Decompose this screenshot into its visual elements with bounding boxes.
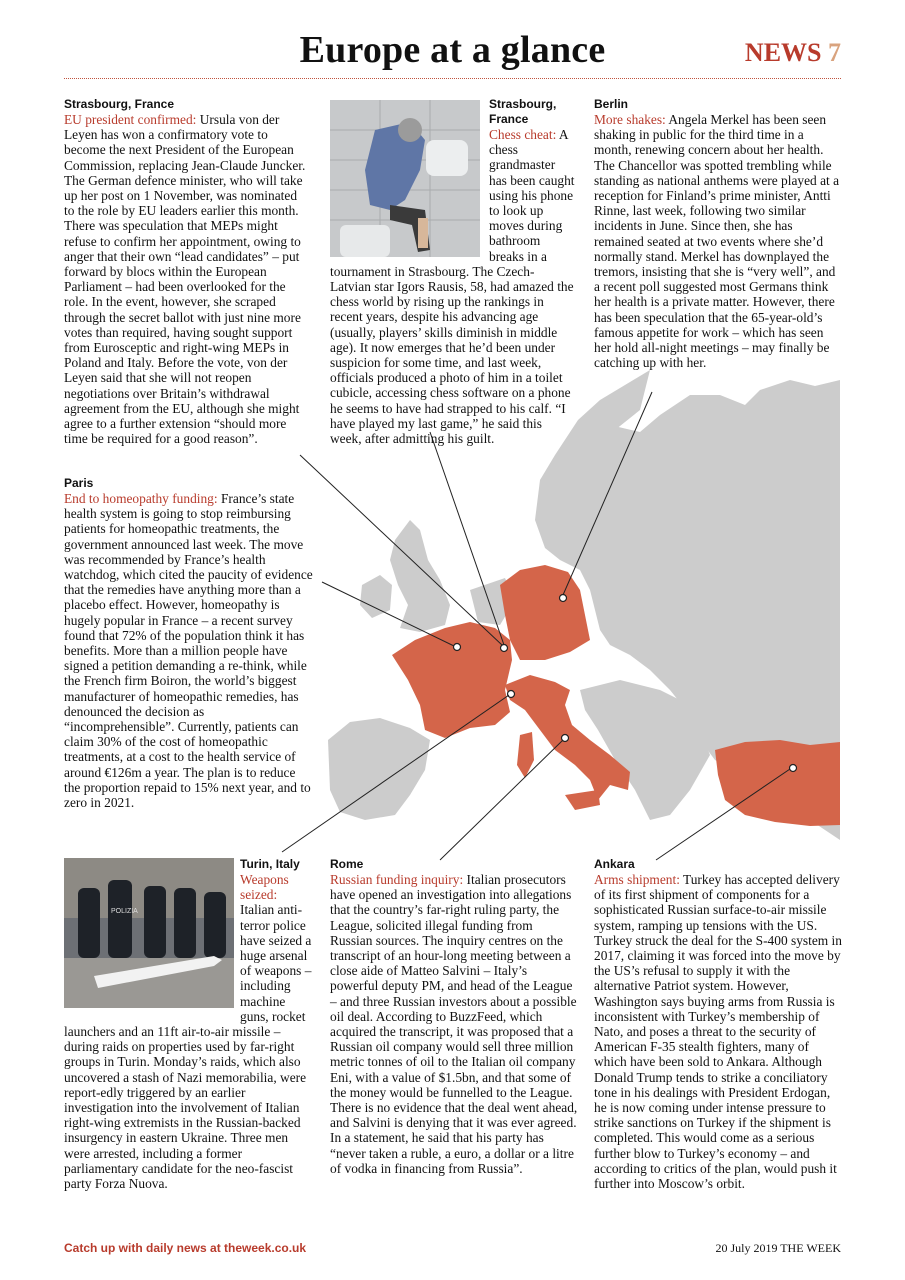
article-location: Berlin <box>594 97 629 111</box>
map-germany <box>500 565 590 660</box>
article-body: Italian anti-terror police have seized a huge arsenal of weapons – including machine guns, rocket launchers and an 11ft air-to-air missile – during raids on properties used by far-right groups in Turin. Monday’s raids, which also uncovered a stash of Nazi memorabilia, were report-edly triggered by an earlier investigation into the involvement of Italian right-wing extremists in the Russian-backed insurgency in eastern Ukraine. Three men were arrested, including a former parliamentary candidate for the neo-fascist party Forza Nuova. <box>64 902 312 1192</box>
article-headline: Weapons seized: <box>240 872 289 903</box>
photo-float <box>64 857 240 1009</box>
article-text <box>594 112 842 370</box>
map-sicily <box>565 790 600 810</box>
footer-link[interactable]: Catch up with daily news at theweek.co.uk <box>64 1241 307 1255</box>
article-headline: Arms shipment: <box>594 872 680 887</box>
article-headline: More shakes: <box>594 112 666 127</box>
article-body: France’s state health system is going to stop reimbursing patients for homeopathic treatments, the government announced last week. The move was recommended by France’s health watchdog, which cited the paucity of evidence that the remedies have anything more than a placebo effect. However, homeopathy is hugely popular in France – a recent survey found that 72% of the population think it has benefits. More than a million people have signed a petition demanding a re-think, while the French firm Boiron, the world’s biggest manufacturer of homeopathic remedies, has denounced the decision as “incomprehensible”. Currently, patients can claim 30% of the cost of homeopathic treatments, at a cost to the health service of around €126m a year. The plan is to reduce the proportion repaid to 15% next year, and to zero in 2021. <box>64 491 313 811</box>
marker-berlin <box>560 595 567 602</box>
article-headline: End to homeopathy funding: <box>64 491 218 506</box>
article-turin <box>64 857 312 1191</box>
article-body: Ursula von der Leyen has won a confirmatory vote to become the next President of the European Commission, replacing Jean-Claude Juncker. The German defence minister, who will take up her post on 1 November, was nominated to the role by EU leaders earlier this month. There was speculation that MEPs might refuse to confirm her appointment, owing to anger that their own “lead candidates” – put forward by blocs within the European Parliament – had been overlooked for the role. In the event, however, she scraped through the secret ballot with just nine more votes than required, having sought support from Eurosceptic and right-wing MEPs in Poland and Italy. Before the vote, von der Leyen said that she will not reopen negotiations over Britain’s withdrawal agreement from the EU, although she might agree to a further extension “should more time be required for a good reason”. <box>64 112 306 447</box>
header-rule <box>64 78 841 79</box>
map-land-iberia <box>328 718 430 820</box>
article-text <box>64 112 310 446</box>
article-rome <box>330 857 578 1176</box>
article-berlin <box>594 97 842 370</box>
leader-eu <box>300 455 502 645</box>
article-text <box>594 872 842 1191</box>
map-land-uk <box>390 520 450 632</box>
article-location: Strasbourg, France <box>489 97 557 126</box>
article-text <box>330 872 578 1176</box>
map-france <box>392 622 512 738</box>
marker-turin <box>508 691 515 698</box>
page-title: Europe at a glance <box>299 29 606 71</box>
page-number: 7 <box>828 38 841 67</box>
article-location: Strasbourg, France <box>64 97 175 111</box>
marker-strasbourg <box>501 645 508 652</box>
article-chess-cheat <box>330 97 575 446</box>
article-body: Italian prosecutors have opened an investigation into allegations that the country’s far-right ruling party, the League, solicited illegal funding from Russian sources. The inquiry centres on the transcript of an hour-long meeting between a close aide of Matteo Salvini – Italy’s powerful deputy PM, and head of the League – and three Russian investors about a possible oil deal. According to BuzzFeed, which acquired the transcript, it was proposed that a Russian oil company would sell three million metric tonnes of oil to the Italian oil company Eni, with a value of $1.5bn, and that some of the money would be funnelled to the League. There is no evidence that the deal went ahead, and Salvini is denying that it was ever agreed. In a statement, he said that his party has “never taken a ruble, a euro, a dollar or a litre of vodka in financing from Russia”. <box>330 872 578 1176</box>
article-headline: Chess cheat: <box>489 127 557 142</box>
article-ankara <box>594 857 842 1191</box>
article-location: Rome <box>330 857 364 871</box>
photo-float <box>330 97 489 263</box>
marker-paris <box>454 644 461 651</box>
article-body: Angela Merkel has been seen shaking in public for the third time in a month, renewing concern about her health. The Chancellor was spotted trembling while standing as national anthems were played at a reception for Finland’s prime minister, Antti Rinne, last week, following two similar incidents in June. Since then, she has remained seated at two events where she’d normally stand. Merkel has downplayed the tremors, insisting that she is “very well”, and a recent poll suggested most Germans think her health is a private matter. However, there has been speculation that the 65-year-old’s famous appetite for work – which has seen her hold all-night meetings – may finally be catching up with her. <box>594 112 840 371</box>
leader-turin <box>282 695 509 852</box>
article-body: A chess grandmaster has been caught using his phone to look up moves during bathroom breaks in a tournament in Strasbourg. The Czech-Latvian star Igors Rausis, 58, had amazed the chess world by rising up the rankings in recent years, despite his advancing age (usually, players’ skills diminish in middle age). It now emerges that he’d been under suspicion for some time, and last week, officials produced a photo of him in a toilet cubicle, accessing chess software on a phone he seems to have had strapped to his calf. “I have played my last game,” he said this week, after admitting his guilt. <box>330 127 575 447</box>
map-land-ireland <box>360 575 392 618</box>
article-location: Ankara <box>594 857 635 871</box>
article-paris <box>64 476 314 810</box>
article-body: Turkey has accepted delivery of its first shipment of components for a sophisticated Russian surface-to-air missile system, ramping up tensions with the US. Turkey struck the deal for the S-400 system in 2017, claiming it was forced into the move by the US’s refusal to supply it with the alternative Patriot system. However, Washington says buying arms from Russia is inconsistent with Turkey’s membership of Nato, and poses a threat to the security of American F-35 stealth fighters, many of which have been sold to Ankara. Although Donald Trump tends to strike a conciliatory tone in his dealings with President Erdogan, he is now coming under intense pressure to strike sanctions on Turkey if the shipment is completed. This would come as a serious further blow to Turkey’s economy – and according to critics of the plan, would push it further into Moscow’s orbit. <box>594 872 842 1192</box>
marker-ankara <box>790 765 797 772</box>
article-headline: EU president confirmed: <box>64 112 197 127</box>
vest-text: POLIZIA <box>111 908 138 915</box>
article-location: Turin, Italy <box>240 857 300 871</box>
article-text <box>64 491 314 810</box>
article-location: Paris <box>64 476 94 490</box>
map-turkey <box>715 740 840 826</box>
section-label <box>745 38 841 68</box>
footer-date: 20 July 2019 THE WEEK <box>715 1241 841 1255</box>
leader-rome <box>440 740 563 860</box>
article-headline: Russian funding inquiry: <box>330 872 464 887</box>
section-name: NEWS <box>744 38 822 67</box>
article-eu-president <box>64 97 310 446</box>
